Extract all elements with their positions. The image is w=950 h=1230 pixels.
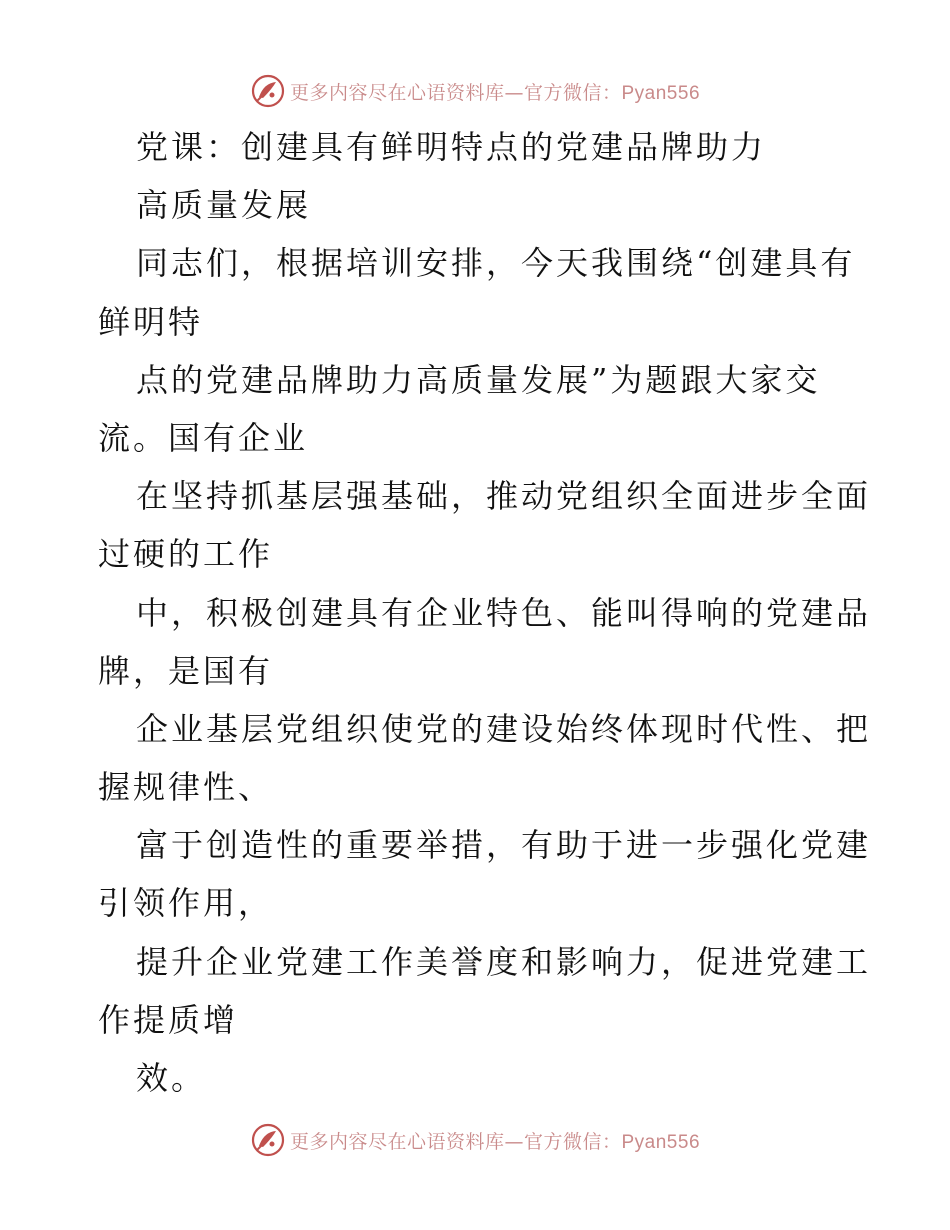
header-watermark bbox=[0, 71, 950, 111]
text-line: 富于创造性的重要举措，有助于进一步强化党建 bbox=[136, 826, 872, 865]
text-line: 握规律性、 bbox=[98, 768, 274, 807]
title-line-2: 高质量发展 bbox=[136, 186, 312, 225]
watermark-text: 更多内容尽在心语资料库—官方微信：Pyan556 bbox=[289, 81, 701, 104]
text-line: 企业基层党组织使党的建设始终体现时代性、把 bbox=[136, 709, 872, 748]
pen-seal-logo-icon bbox=[250, 1122, 286, 1158]
text-line: 在坚持抓基层强基础，推动党组织全面进步全面 bbox=[136, 477, 872, 516]
text-line: 中，积极创建具有企业特色、能叫得响的党建品 bbox=[136, 593, 872, 632]
watermark-text: 更多内容尽在心语资料库—官方微信：Pyan556 bbox=[289, 1130, 701, 1153]
text-line: 点的党建品牌助力高质量发展”为题跟大家交 bbox=[136, 360, 821, 399]
text-line: 提升企业党建工作美誉度和影响力，促进党建工 bbox=[136, 942, 872, 981]
footer-watermark bbox=[0, 1120, 950, 1160]
text-line: 鲜明特 bbox=[98, 302, 204, 341]
pen-seal-logo-icon bbox=[250, 73, 286, 109]
text-line: 引领作用， bbox=[98, 884, 274, 923]
document-body bbox=[98, 118, 872, 1107]
text-line: 过硬的工作 bbox=[98, 535, 274, 574]
text-line: 流。国有企业 bbox=[98, 418, 309, 457]
text-line: 作提质增 bbox=[98, 1000, 239, 1039]
text-line: 牌，是国有 bbox=[98, 651, 274, 690]
text-line: 同志们，根据培训安排，今天我围绕“创建具有 bbox=[136, 244, 856, 283]
text-line: 效。 bbox=[136, 1059, 207, 1097]
title-line-1: 党课：创建具有鲜明特点的党建品牌助力 bbox=[136, 128, 767, 166]
